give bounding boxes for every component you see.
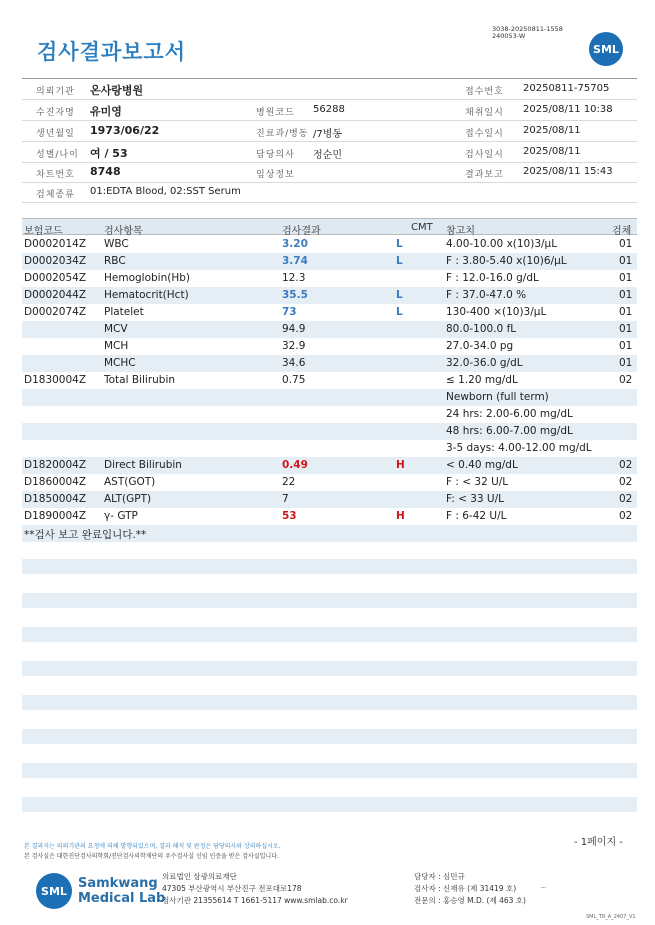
table-row (22, 508, 637, 525)
specimen-value: 01:EDTA Blood, 02:SST Serum (90, 186, 241, 197)
footer-note-2: 본 검사실은 대한진단검사의학회/진단검사의학재단의 우수검사실 신임 인증을 받은 검사실입니다. (24, 853, 279, 860)
sex-age-value: 여 / 53 (90, 147, 128, 160)
col-reference-header: 참고치 (446, 226, 475, 237)
institution-value: 온사랑병원 (90, 84, 144, 97)
receipt-no-label: 접수번호 (465, 87, 504, 97)
code-cell: D0002034Z (24, 255, 87, 267)
item-cell: MCH (104, 340, 129, 352)
hospital-code-value: 56288 (313, 104, 345, 115)
flag-cell: H (396, 459, 405, 471)
collect-value: 2025/08/11 10:38 (523, 104, 613, 115)
item-cell: Platelet (104, 306, 144, 318)
result-cell: 35.5 (282, 289, 308, 301)
result-cell: 3.74 (282, 255, 308, 267)
receipt-date-value: 2025/08/11 (523, 125, 581, 136)
collect-label: 채취일시 (465, 108, 504, 118)
divider (22, 162, 637, 163)
doctor-label: 담당의사 (256, 150, 295, 160)
staff-line-3: 전문의 : 홍승영 M.D. (제 463 호) (414, 896, 526, 905)
code-cell: D0002044Z (24, 289, 87, 301)
table-row (22, 355, 637, 372)
table-row (22, 474, 637, 491)
dept-value: /7병동 (313, 129, 343, 140)
brand-name (78, 876, 165, 906)
code-cell: D1860004Z (24, 476, 87, 488)
specimen-cell: 01 (619, 357, 633, 369)
result-cell: 0.75 (282, 374, 306, 386)
col-result-header: 검사결과 (282, 226, 321, 237)
staff-info (414, 871, 526, 907)
staff-line-1: 담당자 : 심민규 (414, 872, 465, 881)
flag-cell: L (396, 289, 403, 301)
reference-cell: 3-5 days: 4.00-12.00 mg/dL (446, 442, 592, 454)
result-cell: 3.20 (282, 238, 308, 250)
flag-cell: L (396, 255, 403, 267)
reference-cell: 24 hrs: 2.00-6.00 mg/dL (446, 408, 573, 420)
table-row (22, 236, 637, 253)
item-cell: AST(GOT) (104, 476, 156, 488)
reference-cell: ≤ 1.20 mg/dL (446, 374, 518, 386)
item-cell: Hematocrit(Hct) (104, 289, 189, 301)
exam-date-label: 검사일시 (465, 150, 504, 160)
result-cell: 7 (282, 493, 289, 505)
code-cell: D0002074Z (24, 306, 87, 318)
clinical-label: 임상정보 (256, 170, 295, 180)
divider (22, 120, 637, 121)
table-row (22, 321, 637, 338)
specimen-cell: 02 (619, 459, 633, 471)
org-info (162, 871, 348, 907)
dept-label: 진료과/병동 (256, 129, 309, 139)
specimen-cell: 02 (619, 510, 633, 522)
divider (22, 182, 637, 183)
specimen-label: 검체종류 (36, 190, 75, 200)
signature-icon: ~ (540, 883, 547, 892)
reference-cell: 80.0-100.0 fL (446, 323, 517, 335)
result-cell: 22 (282, 476, 296, 488)
hospital-code-label: 병원코드 (256, 108, 295, 118)
col-code-header: 보험코드 (24, 226, 63, 237)
table-row (22, 406, 637, 423)
table-row (22, 253, 637, 270)
result-cell: 53 (282, 510, 297, 522)
org-line-2: 47305 부산광역시 부산진구 전포대로178 (162, 884, 302, 893)
result-cell: 0.49 (282, 459, 308, 471)
item-cell: Total Bilirubin (104, 374, 176, 386)
specimen-cell: 02 (619, 374, 633, 386)
empty-row-band (22, 593, 637, 608)
table-row (22, 270, 637, 287)
result-cell: 32.9 (282, 340, 306, 352)
code-cell: D1820004Z (24, 459, 87, 471)
report-title: 검사결과보고서 (37, 40, 187, 64)
item-cell: Direct Bilirubin (104, 459, 182, 471)
divider (22, 99, 637, 100)
dob-label: 생년월일 (36, 129, 75, 139)
code-cell: D1830004Z (24, 374, 87, 386)
specimen-cell: 01 (619, 238, 633, 250)
report-label: 결과보고 (465, 170, 504, 180)
specimen-cell: 01 (619, 255, 633, 267)
flag-cell: H (396, 510, 405, 522)
reference-cell: 48 hrs: 6.00-7.00 mg/dL (446, 425, 573, 437)
table-row (22, 338, 637, 355)
specimen-cell: 01 (619, 323, 633, 335)
empty-row-band (22, 559, 637, 574)
divider (22, 78, 637, 79)
item-cell: MCHC (104, 357, 136, 369)
receipt-date-label: 접수일시 (465, 129, 504, 139)
code-cell: D0002054Z (24, 272, 87, 284)
page-number: - 1페이지 - (574, 837, 623, 848)
chart-value: 8748 (90, 165, 121, 178)
col-cmt-header: CMT (411, 222, 433, 233)
item-cell: MCV (104, 323, 128, 335)
reference-cell: 4.00-10.00 x(10)3/μL (446, 238, 558, 250)
flag-cell: L (396, 306, 403, 318)
specimen-cell: 01 (619, 306, 633, 318)
specimen-cell: 01 (619, 289, 633, 301)
reference-cell: F : 12.0-16.0 g/dL (446, 272, 539, 284)
result-cell: 73 (282, 306, 297, 318)
table-row (22, 423, 637, 440)
reference-cell: 130-400 ×(10)3/μL (446, 306, 547, 318)
dob-value: 1973/06/22 (90, 124, 160, 137)
empty-row-band (22, 797, 637, 812)
reference-cell: F: < 33 U/L (446, 493, 505, 505)
completion-row (22, 525, 637, 542)
doctor-value: 정순민 (313, 150, 342, 161)
reference-cell: F : 3.80-5.40 x(10)6/μL (446, 255, 567, 267)
patient-value: 유미영 (90, 105, 122, 118)
receipt-no-value: 20250811-75705 (523, 83, 610, 94)
institution-label: 의뢰기관 (36, 87, 75, 97)
empty-row-band (22, 661, 637, 676)
table-row (22, 457, 637, 474)
code-cell: D1890004Z (24, 510, 87, 522)
reference-cell: 32.0-36.0 g/dL (446, 357, 523, 369)
reference-cell: 27.0-34.0 pg (446, 340, 514, 352)
table-row (22, 304, 637, 321)
item-cell: WBC (104, 238, 129, 250)
sml-logo-icon: SML (589, 32, 623, 66)
item-cell: Hemoglobin(Hb) (104, 272, 191, 284)
footer-note-1: 본 결과지는 의뢰기관의 요청에 의해 발행되었으며, 결과 해석 및 판정은 담당의사와 상의하십시오. (24, 843, 281, 850)
result-cell: 12.3 (282, 272, 306, 284)
col-specimen-header: 검체 (612, 226, 632, 237)
empty-row-band (22, 695, 637, 710)
exam-date-value: 2025/08/11 (523, 146, 581, 157)
item-cell: RBC (104, 255, 126, 267)
table-row (22, 372, 637, 389)
chart-label: 차트번호 (36, 170, 75, 180)
specimen-cell: 02 (619, 476, 633, 488)
empty-row-band (22, 763, 637, 778)
staff-line-2: 검사자 : 신재유 (제 31419 호) (414, 884, 517, 893)
table-row (22, 287, 637, 304)
form-code: SML_TR_A_2407_V1 (586, 914, 636, 920)
sex-age-label: 성별/나이 (36, 150, 79, 160)
specimen-cell: 01 (619, 272, 633, 284)
reference-cell: F : < 32 U/L (446, 476, 509, 488)
org-line-1: 의료법인 삼광의료재단 (162, 872, 237, 881)
item-cell: γ- GTP (104, 510, 138, 522)
item-cell: ALT(GPT) (104, 493, 152, 505)
footer-notes (24, 842, 281, 862)
col-item-header: 검사항목 (104, 226, 143, 237)
code-cell: D0002014Z (24, 238, 87, 250)
table-row (22, 440, 637, 457)
specimen-cell: 01 (619, 340, 633, 352)
code-cell: D1850004Z (24, 493, 87, 505)
brand-line-1: Samkwang (78, 876, 158, 891)
reference-cell: F : 6-42 U/L (446, 510, 507, 522)
table-row (22, 491, 637, 508)
empty-row-band (22, 627, 637, 642)
reference-cell: F : 37.0-47.0 % (446, 289, 527, 301)
org-line-3: 검사기관 21355614 T 1661-5117 www.smlab.co.kr (162, 896, 348, 905)
divider (22, 202, 637, 203)
empty-row-band (22, 729, 637, 744)
sml-logo-icon: SML (36, 873, 72, 909)
patient-label: 수진자명 (36, 108, 75, 118)
brand-line-2: Medical Lab (78, 891, 166, 906)
document-id-line-1: 3038-20250811-1558 (492, 25, 563, 33)
result-cell: 94.9 (282, 323, 306, 335)
reference-cell: Newborn (full term) (446, 391, 549, 403)
document-id-line-2: 240053-W (492, 32, 526, 40)
specimen-cell: 02 (619, 493, 633, 505)
reference-cell: < 0.40 mg/dL (446, 459, 518, 471)
completion-note: **검사 보고 완료입니다.** (24, 529, 147, 541)
report-value: 2025/08/11 15:43 (523, 166, 613, 177)
document-id (492, 26, 563, 40)
table-row (22, 389, 637, 406)
results-table-header (22, 218, 637, 235)
divider (22, 141, 637, 142)
result-cell: 34.6 (282, 357, 306, 369)
flag-cell: L (396, 238, 403, 250)
